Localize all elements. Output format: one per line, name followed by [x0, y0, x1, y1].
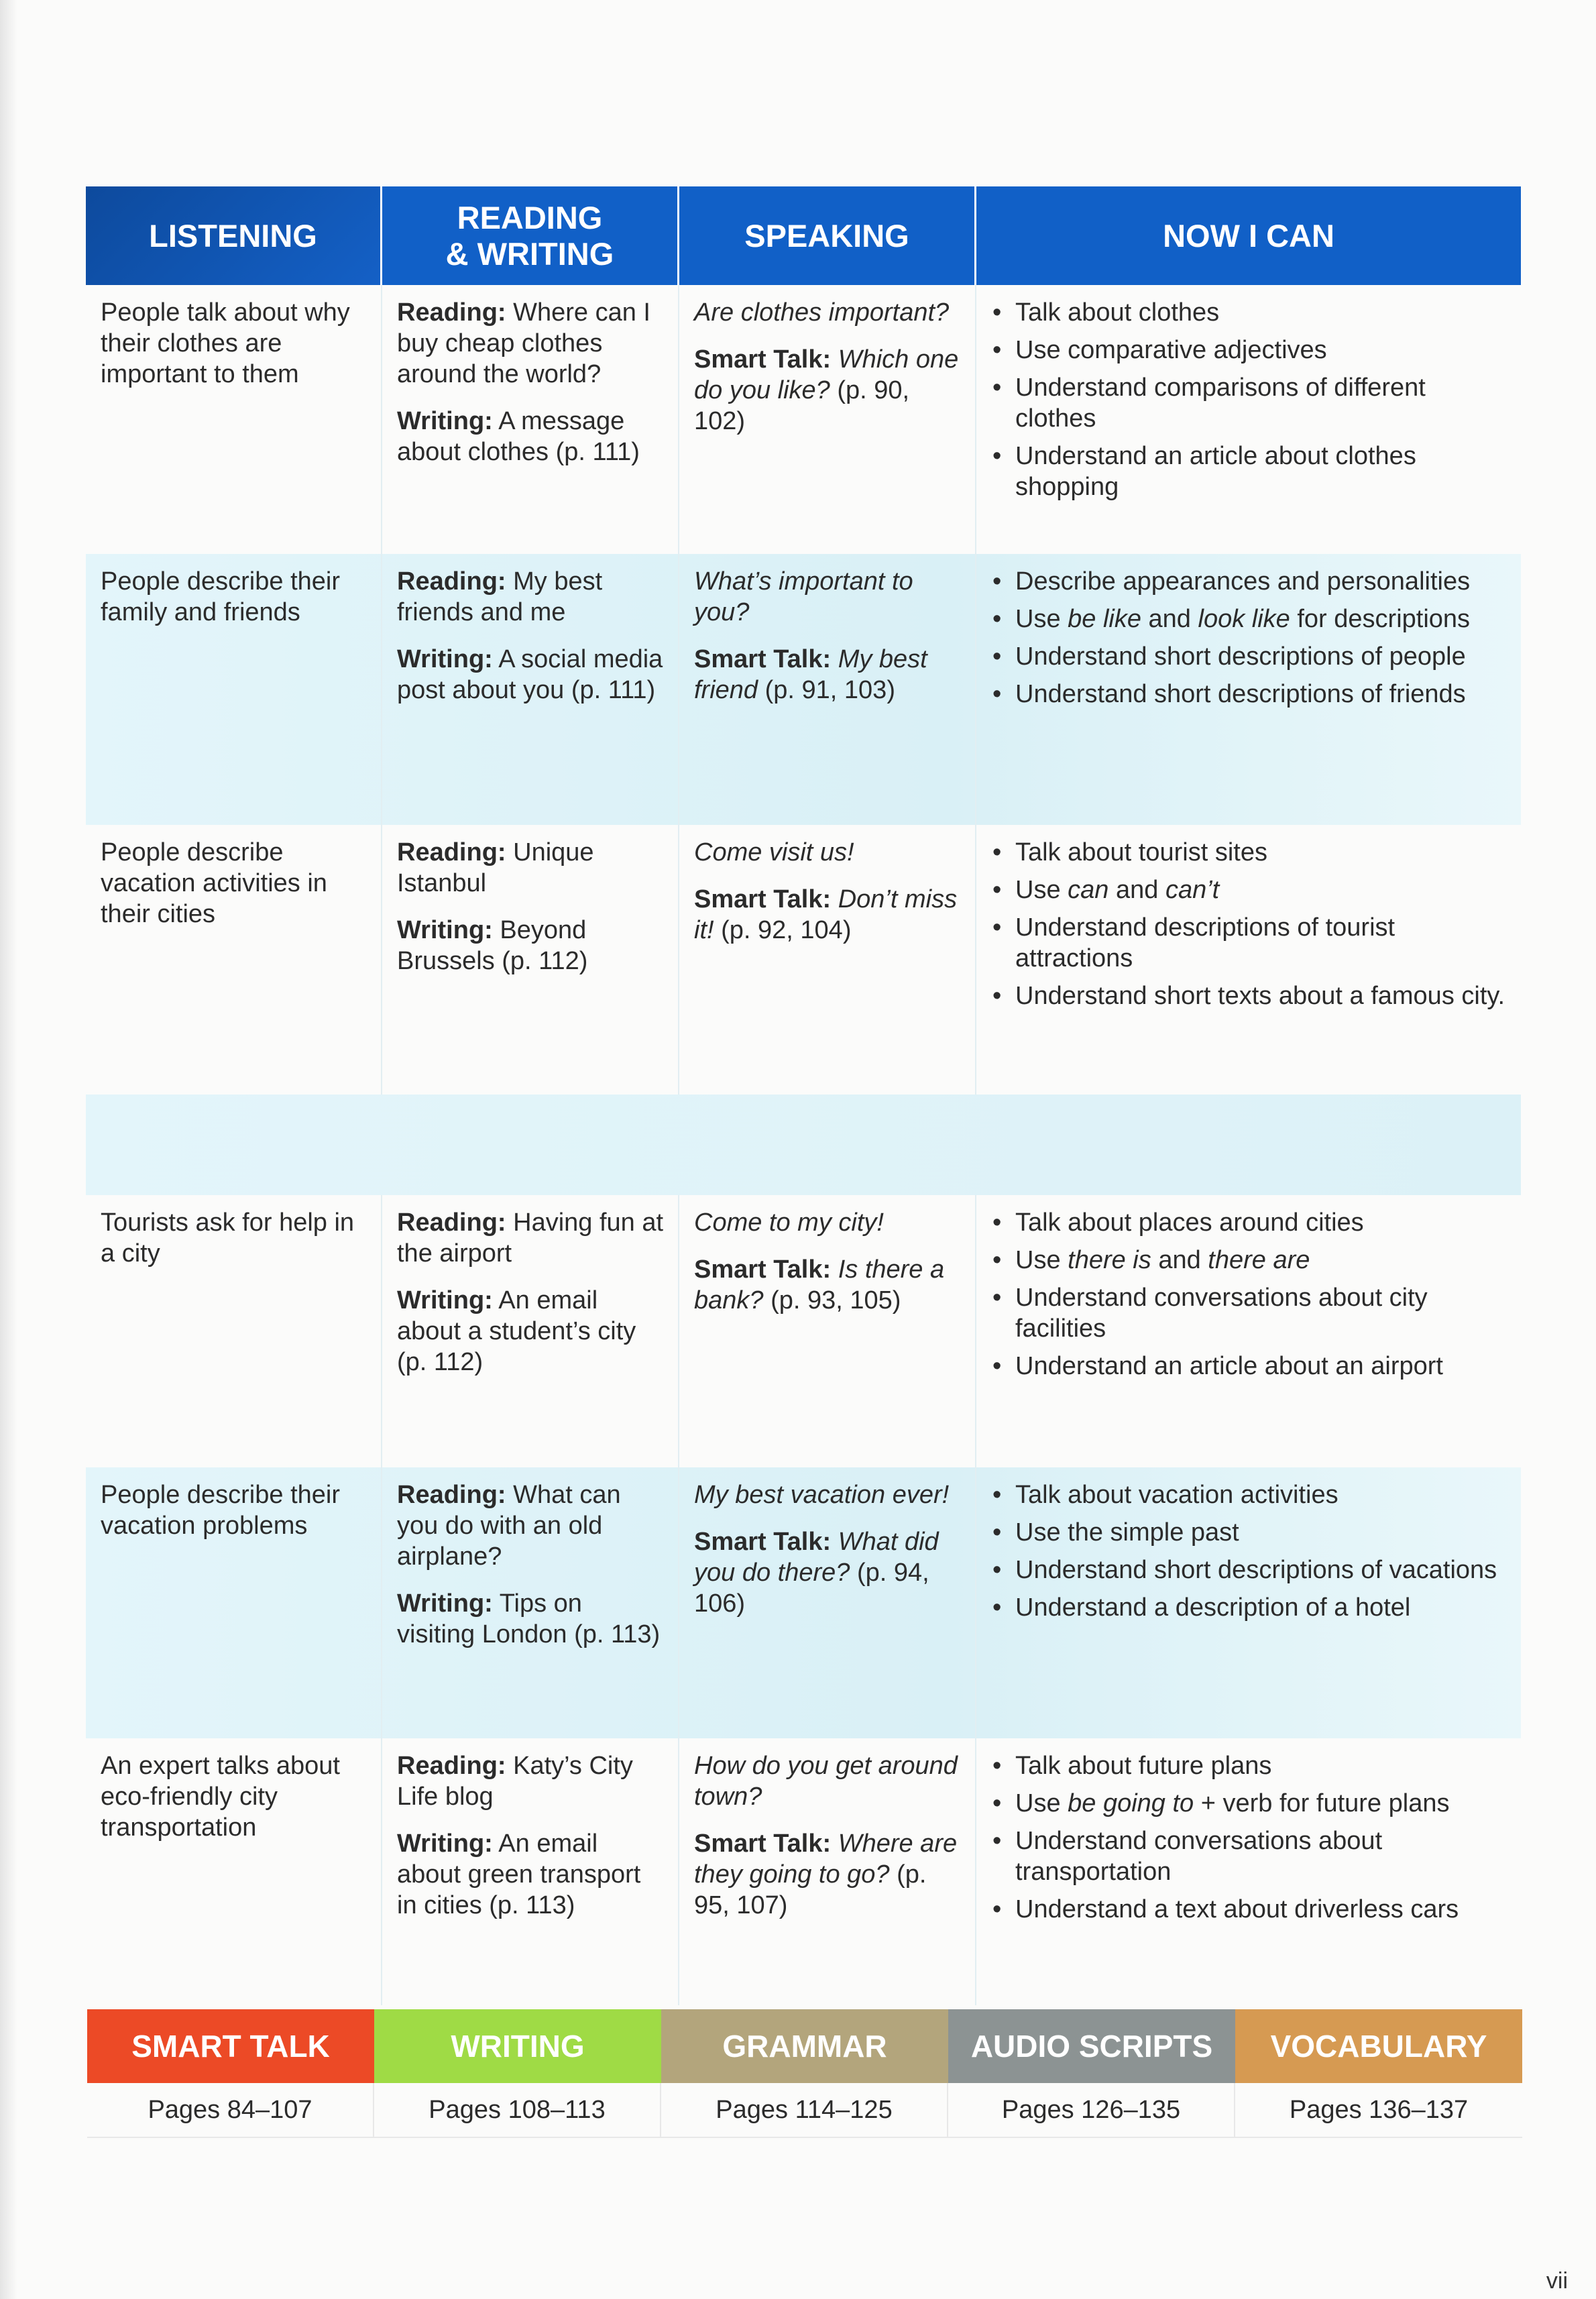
writing-text: An email about a student’s city (p. 112): [397, 1286, 636, 1376]
can-item: • Use the simple past: [991, 1517, 1507, 1548]
writing-text: A message about clothes (p. 111): [397, 407, 640, 466]
can-item: • Understand short descriptions of people: [991, 641, 1507, 672]
can-item: • Understand conversations about transportation: [991, 1826, 1507, 1887]
speaking-cell: [679, 1467, 976, 1738]
can-item: • Understand short texts about a famous city.: [991, 980, 1507, 1011]
can-item: • Understand short descriptions of vacations: [991, 1555, 1507, 1585]
header-reading-writing: [382, 186, 679, 285]
section-divider-band: [86, 1095, 1521, 1195]
can-text: for descriptions: [1290, 605, 1471, 633]
reading-text: Where can I buy cheap clothes around the world?: [397, 298, 650, 388]
now-i-can-cell: [976, 825, 1521, 1095]
writing-text: Beyond Brussels (p. 112): [397, 916, 588, 975]
can-item: • Understand conversations about city facilities: [991, 1282, 1507, 1344]
reading-label: Reading:: [397, 1481, 506, 1509]
header-listening: LISTENING: [86, 186, 382, 285]
now-i-can-cell: [976, 285, 1521, 554]
can-text: and: [1108, 876, 1165, 904]
can-italic: can: [1068, 876, 1109, 904]
table-header: [86, 186, 1521, 285]
listening-cell: People describe their vacation problems: [86, 1467, 382, 1738]
smart-talk-title: Where are they going to go?: [694, 1830, 958, 1889]
can-italic: there are: [1208, 1246, 1310, 1274]
speaking-title: Are clothes important?: [694, 298, 950, 327]
smart-talk-label: Smart Talk:: [694, 645, 832, 673]
speaking-cell: [679, 554, 976, 825]
tab-grammar[interactable]: GRAMMAR: [661, 2009, 948, 2083]
can-italic: can’t: [1165, 876, 1220, 904]
now-i-can-cell: [976, 1467, 1521, 1738]
can-text: and: [1151, 1246, 1208, 1274]
reading-text: Having fun at the airport: [397, 1209, 664, 1268]
can-text: Use: [1015, 605, 1068, 633]
tab-smart-talk[interactable]: SMART TALK: [87, 2009, 374, 2083]
pages-vocabulary: Pages 136–137: [1289, 2095, 1469, 2124]
reading-writing-cell: [382, 285, 679, 554]
can-item: • Understand descriptions of tourist attractions: [991, 912, 1507, 974]
pages-audio-scripts: Pages 126–135: [948, 2083, 1235, 2137]
header-speaking: SPEAKING: [679, 186, 976, 285]
listening-cell: People describe vacation activities in their cities: [86, 825, 382, 1095]
writing-label: Writing:: [397, 645, 493, 673]
reading-text: Unique Istanbul: [397, 838, 594, 897]
smart-talk-label: Smart Talk:: [694, 1255, 832, 1284]
writing-label: Writing:: [397, 1286, 493, 1314]
listening-cell: People talk about why their clothes are important to them: [86, 285, 382, 554]
can-item: • Understand comparisons of different clothes: [991, 372, 1507, 434]
smart-talk-title: Don’t miss it!: [694, 885, 958, 944]
table-row: [86, 1738, 1521, 2005]
can-text: Use: [1015, 1789, 1068, 1817]
reading-label: Reading:: [397, 567, 506, 596]
listening-cell: Tourists ask for help in a city: [86, 1195, 382, 1467]
header-reading-line: READING: [457, 199, 603, 235]
smart-talk-label: Smart Talk:: [694, 1830, 832, 1858]
speaking-cell: [679, 1195, 976, 1467]
now-i-can-cell: [976, 1738, 1521, 2005]
can-italic: look like: [1198, 605, 1290, 633]
writing-label: Writing:: [397, 1830, 493, 1858]
listening-cell: People describe their family and friends: [86, 554, 382, 825]
can-text: Use: [1015, 1246, 1068, 1274]
tab-writing[interactable]: WRITING: [374, 2009, 661, 2083]
reading-label: Reading:: [397, 1209, 506, 1237]
speaking-cell: [679, 285, 976, 554]
reading-label: Reading:: [397, 838, 506, 866]
writing-text: An email about green transport in cities (p. 113): [397, 1830, 641, 1919]
can-item: • Understand short descriptions of friends: [991, 679, 1507, 710]
writing-text: A social media post about you (p. 111): [397, 645, 663, 704]
smart-talk-label: Smart Talk:: [694, 885, 832, 913]
smart-talk-label: Smart Talk:: [694, 1528, 832, 1556]
tab-audio-scripts[interactable]: AUDIO SCRIPTS: [948, 2009, 1235, 2083]
smart-talk-pages: (p. 93, 105): [771, 1286, 901, 1314]
tab-vocabulary[interactable]: VOCABULARY: [1235, 2009, 1522, 2083]
table-row: [86, 825, 1521, 1095]
speaking-cell: [679, 1738, 976, 2005]
pages-smart-talk: Pages 84–107: [87, 2083, 374, 2137]
reading-text: What can you do with an old airplane?: [397, 1481, 621, 1571]
listening-cell: An expert talks about eco-friendly city transportation: [86, 1738, 382, 2005]
reading-label: Reading:: [397, 1752, 506, 1780]
can-item-mixed: [991, 875, 1507, 905]
smart-talk-pages: (p. 91, 103): [764, 676, 895, 704]
can-item: • Talk about vacation activities: [991, 1479, 1507, 1510]
writing-label: Writing:: [397, 407, 493, 435]
reading-text: My best friends and me: [397, 567, 603, 626]
pages-grammar: Pages 114–125: [661, 2083, 948, 2137]
table-row: [86, 1195, 1521, 1467]
writing-text: Tips on visiting London (p. 113): [397, 1589, 661, 1648]
can-item: • Describe appearances and personalities: [991, 566, 1507, 597]
table-row: [86, 554, 1521, 825]
reading-writing-cell: [382, 1738, 679, 2005]
can-item: • Talk about clothes: [991, 297, 1507, 328]
header-writing-line: & WRITING: [445, 235, 614, 272]
smart-talk-label: Smart Talk:: [694, 345, 832, 374]
speaking-title: Come visit us!: [694, 838, 854, 866]
section-pages: [87, 2083, 1522, 2138]
smart-talk-pages: (p. 90, 102): [694, 376, 910, 435]
can-item: • Understand an article about an airport: [991, 1351, 1507, 1382]
contents-table: [86, 186, 1521, 2005]
speaking-title: Come to my city!: [694, 1209, 884, 1237]
reading-writing-cell: [382, 554, 679, 825]
speaking-title: How do you get around town?: [694, 1752, 958, 1811]
can-italic: be going to: [1068, 1789, 1194, 1817]
page-edge-shadow: [0, 0, 17, 2299]
can-italic: be like: [1068, 605, 1141, 633]
can-text: + verb for future plans: [1194, 1789, 1450, 1817]
table-row: [86, 1467, 1521, 1738]
reading-text: Katy’s City Life blog: [397, 1752, 633, 1811]
section-index: [87, 2009, 1522, 2138]
can-text: Use: [1015, 876, 1068, 904]
reading-writing-cell: [382, 1195, 679, 1467]
can-item-mixed: [991, 604, 1507, 634]
reading-writing-cell: [382, 825, 679, 1095]
can-text: and: [1141, 605, 1198, 633]
speaking-title: What’s important to you?: [694, 567, 913, 626]
writing-label: Writing:: [397, 916, 493, 944]
smart-talk-pages: (p. 95, 107): [694, 1860, 927, 1919]
speaking-title: My best vacation ever!: [694, 1481, 950, 1509]
smart-talk-title: My best friend: [694, 645, 927, 704]
table-row: [86, 285, 1521, 554]
speaking-cell: [679, 825, 976, 1095]
can-item: • Talk about future plans: [991, 1750, 1507, 1781]
now-i-can-cell: [976, 554, 1521, 825]
can-item: • Use comparative adjectives: [991, 335, 1507, 366]
can-item: • Understand a description of a hotel: [991, 1592, 1507, 1623]
smart-talk-pages: (p. 94, 106): [694, 1559, 929, 1618]
can-item: • Talk about tourist sites: [991, 837, 1507, 868]
can-item: • Talk about places around cities: [991, 1207, 1507, 1238]
can-item-mixed: [991, 1245, 1507, 1276]
section-tabs: [87, 2009, 1522, 2083]
page-number: vii: [1546, 2268, 1568, 2294]
now-i-can-cell: [976, 1195, 1521, 1467]
smart-talk-title: Is there a bank?: [694, 1255, 945, 1314]
can-italic: there is: [1068, 1246, 1151, 1274]
header-now-i-can: NOW I CAN: [976, 186, 1521, 285]
smart-talk-title: What did you do there?: [694, 1528, 939, 1587]
can-item-mixed: [991, 1788, 1507, 1819]
pages-writing: Pages 108–113: [374, 2083, 661, 2137]
smart-talk-pages: (p. 92, 104): [721, 916, 852, 944]
smart-talk-title: Which one do you like?: [694, 345, 959, 404]
reading-label: Reading:: [397, 298, 506, 327]
writing-label: Writing:: [397, 1589, 493, 1618]
reading-writing-cell: [382, 1467, 679, 1738]
can-item: • Understand a text about driverless cars: [991, 1894, 1507, 1925]
can-item: • Understand an article about clothes shopping: [991, 441, 1507, 502]
